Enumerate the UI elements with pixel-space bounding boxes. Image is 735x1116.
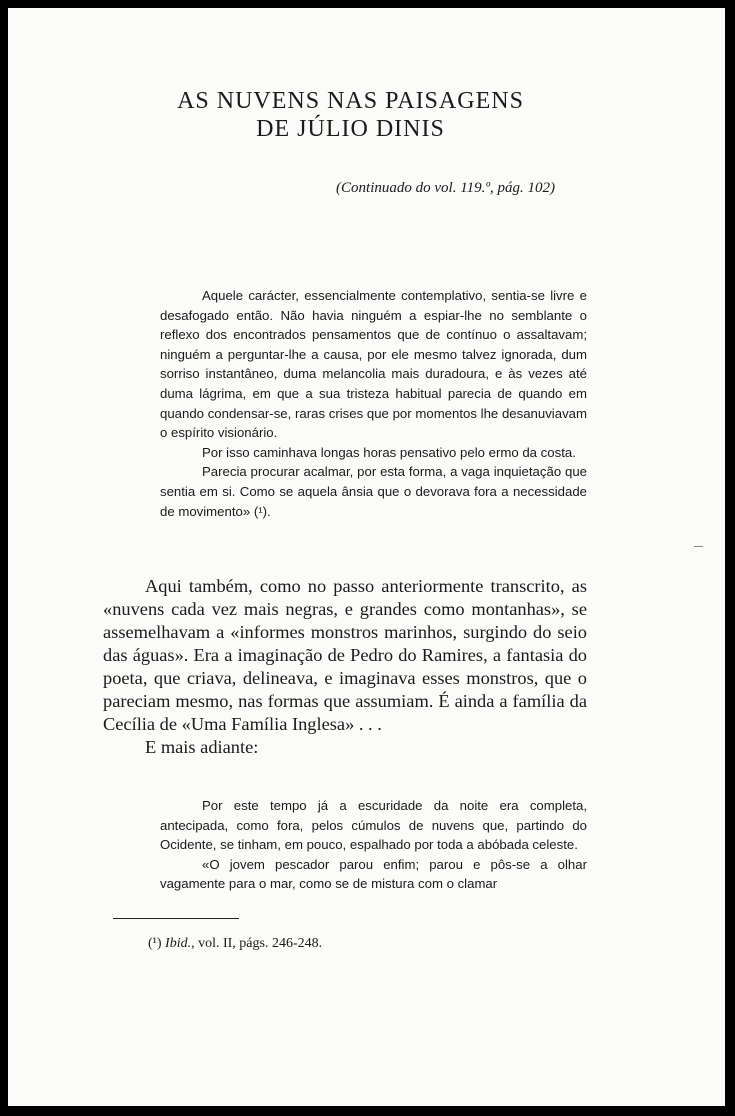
continued-note: (Continuado do vol. 119.º, pág. 102) <box>336 180 555 196</box>
footnote-marker: (¹) <box>148 936 162 951</box>
margin-mark <box>694 546 703 547</box>
body-paragraph: E mais adiante: <box>145 737 259 757</box>
quote-paragraph: «O jovem pescador parou enfim; parou e pôs-se a olhar vagamente para o mar, como se de mistura com o clamar <box>160 856 587 892</box>
footnote-ref: Ibid., <box>165 936 195 951</box>
quote-paragraph: Aquele carácter, essencialmente contemplativo, sentia-se livre e desafogado então. Não havia ninguém a espiar-lhe no semblante o reflexo dos encontrados pensamentos que de contínuo o assaltavam; ninguém a perguntar-lhe a causa, por ele mesmo talvez ignorada, dum sorriso instantâneo, duma melancolia mais duradoura, e às vezes até duma lágrima, em que a sua tristeza habitual parecia de quando em quando condensar-se, raras crises que por momentos lhe desanuviavam o espírito visionário. <box>160 288 587 441</box>
main-text <box>103 575 587 759</box>
body-paragraph: Aqui também, como no passo anteriormente transcrito, as «nuvens cada vez mais negras, e grandes como montanhas», se assemelhavam a «informes monstros marinhos, surgindo do seio das águas». Era a imaginação de Pedro do Ramires, a fantasia do poeta, que criava, delineava, e imaginava esses monstros, que o pareciam mesmo, nas formas que assumiam. É ainda a família da Cecília de «Uma Família Inglesa» . . . <box>103 576 587 734</box>
page <box>8 8 725 1106</box>
footnote-rule <box>113 918 239 919</box>
title-line-1: AS NUVENS NAS PAISAGENS <box>177 88 524 114</box>
footnote <box>148 936 322 952</box>
block-quote-2 <box>160 796 587 894</box>
quote-paragraph: Parecia procurar acalmar, por esta forma, a vaga inquietação que sentia em si. Como se aquela ânsia que o devorava fora a necessidade de movimento» (¹). <box>160 464 587 519</box>
title-line-2: DE JÚLIO DINIS <box>256 116 445 142</box>
quote-paragraph: Por isso caminhava longas horas pensativo pelo ermo da costa. <box>202 444 576 460</box>
block-quote-1 <box>160 286 587 521</box>
quote-paragraph: Por este tempo já a escuridade da noite era completa, antecipada, como fora, pelos cúmulos de nuvens que, partindo do Ocidente, se tinham, em pouco, espalhado por toda a abóbada celeste. <box>160 798 587 853</box>
footnote-text: vol. II, págs. 246-248. <box>198 936 323 951</box>
